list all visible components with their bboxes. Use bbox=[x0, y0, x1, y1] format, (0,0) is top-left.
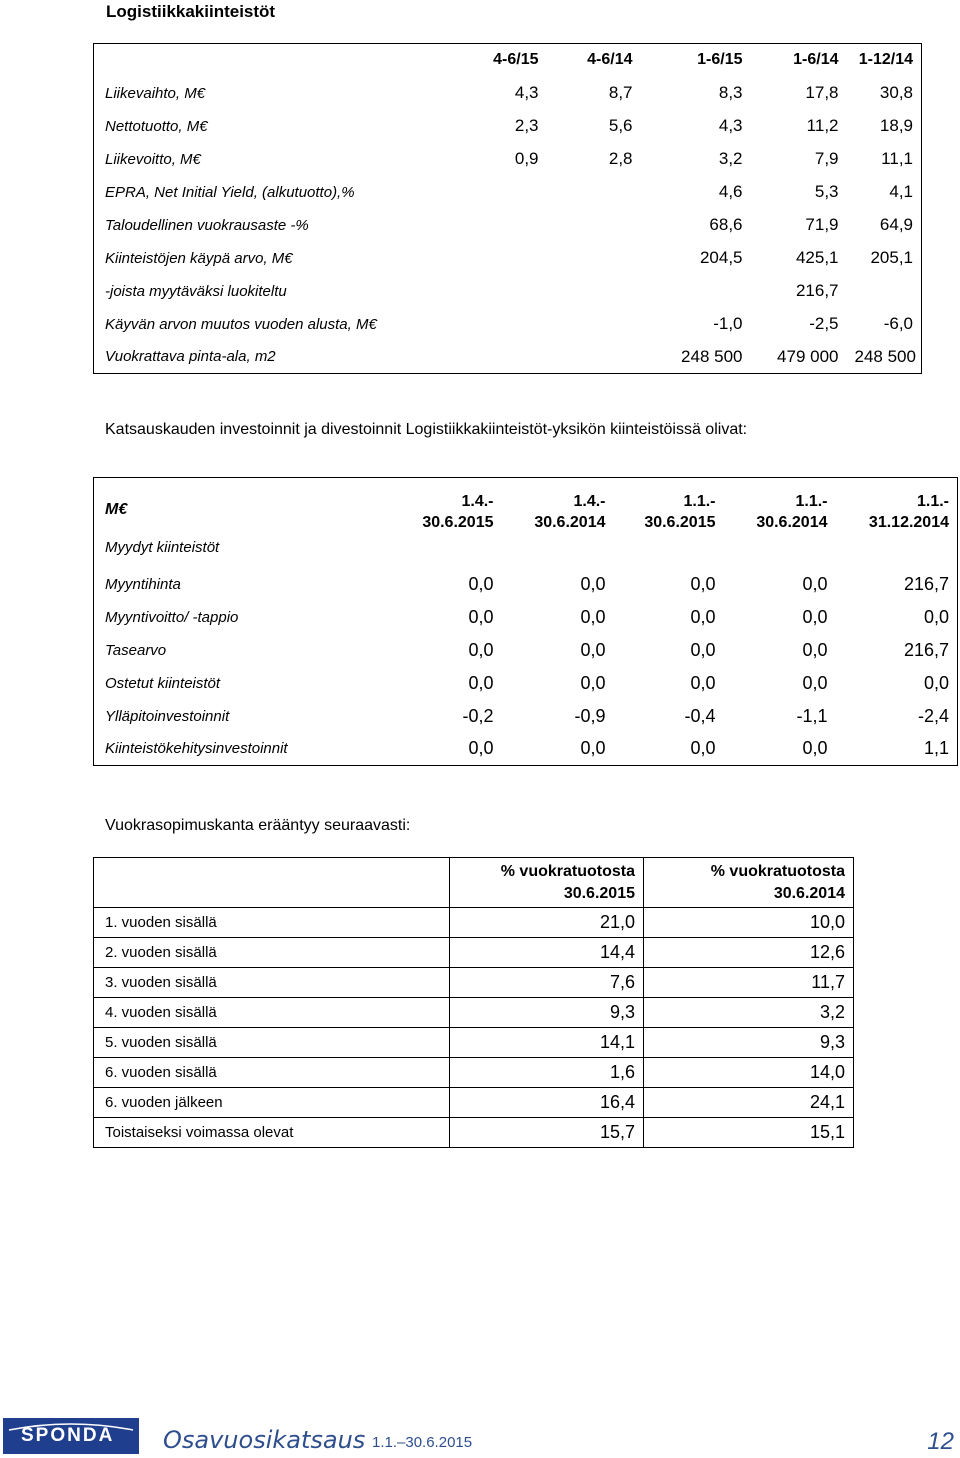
value-cell: 0,0 bbox=[690, 606, 716, 627]
row-label: -joista myytäväksi luokiteltu bbox=[105, 282, 287, 300]
value-cell: 0,0 bbox=[802, 606, 828, 627]
row-label: 5. vuoden sisällä bbox=[94, 1028, 450, 1058]
table-row bbox=[94, 908, 854, 938]
value-cell: -1,1 bbox=[796, 705, 828, 726]
value-cell bbox=[547, 341, 641, 374]
value-cell: 24,1 bbox=[644, 1088, 854, 1118]
sponda-logo bbox=[3, 1418, 139, 1454]
value-cell: 21,0 bbox=[450, 908, 644, 938]
value-cell: 0,0 bbox=[580, 639, 606, 660]
value-cell: 0,0 bbox=[468, 639, 494, 660]
row-label: Käyvän arvon muutos vuoden alusta, M€ bbox=[105, 315, 377, 333]
value-cell: 0,0 bbox=[468, 606, 494, 627]
header-empty-cell bbox=[94, 858, 450, 908]
value-cell: 68,6 bbox=[709, 215, 743, 234]
value-cell bbox=[547, 209, 641, 242]
value-cell: 0,0 bbox=[468, 738, 494, 759]
row-label: Tasearvo bbox=[105, 641, 167, 659]
value-cell: 3,2 bbox=[644, 998, 854, 1028]
value-cell: 0,0 bbox=[580, 672, 606, 693]
column-header: 1.1.- 30.6.2014 bbox=[756, 493, 828, 531]
report-title: Osavuosikatsaus bbox=[163, 1426, 366, 1454]
row-label: 4. vuoden sisällä bbox=[94, 998, 450, 1028]
column-header: 4-6/14 bbox=[587, 51, 633, 69]
table-header-row bbox=[94, 858, 854, 908]
row-label: Ostetut kiinteistöt bbox=[105, 674, 221, 692]
table-row bbox=[94, 667, 958, 700]
value-cell: 8,7 bbox=[608, 83, 633, 102]
unit-label: M€ bbox=[105, 501, 128, 518]
column-header: 1.4.- 30.6.2014 bbox=[534, 493, 606, 531]
table-header-row bbox=[94, 478, 958, 568]
value-cell: 3,2 bbox=[718, 149, 743, 168]
table-row bbox=[94, 242, 922, 275]
logo-text: SPONDA bbox=[21, 1425, 115, 1446]
row-label: Vuokrattava pinta-ala, m2 bbox=[105, 348, 276, 366]
column-header: 1.1.- 30.6.2015 bbox=[644, 493, 716, 531]
table-row bbox=[94, 700, 958, 733]
header-label-cell bbox=[94, 478, 394, 568]
value-cell: 0,0 bbox=[923, 606, 949, 627]
table-row bbox=[94, 110, 922, 143]
row-label: 1. vuoden sisällä bbox=[94, 908, 450, 938]
value-cell: 30,8 bbox=[879, 83, 913, 102]
value-cell: 4,3 bbox=[718, 116, 743, 135]
table-row bbox=[94, 308, 922, 341]
key-figures-table bbox=[93, 43, 922, 374]
table-row bbox=[94, 341, 922, 374]
row-label: Myyntihinta bbox=[105, 575, 181, 593]
value-cell: 7,6 bbox=[450, 968, 644, 998]
value-cell: 2,8 bbox=[608, 149, 633, 168]
value-cell bbox=[457, 275, 547, 308]
value-cell: 0,0 bbox=[580, 606, 606, 627]
value-cell: 205,1 bbox=[870, 248, 913, 267]
value-cell: 0,9 bbox=[514, 149, 539, 168]
column-header: 4-6/15 bbox=[493, 51, 539, 69]
value-cell: -1,0 bbox=[713, 314, 743, 333]
value-cell: 0,0 bbox=[923, 672, 949, 693]
value-cell: 4,1 bbox=[889, 182, 913, 201]
value-cell: 2,3 bbox=[514, 116, 539, 135]
value-cell: 9,3 bbox=[644, 1028, 854, 1058]
value-cell: 64,9 bbox=[879, 215, 913, 234]
value-cell bbox=[457, 209, 547, 242]
value-cell bbox=[547, 176, 641, 209]
value-cell: 7,9 bbox=[814, 149, 839, 168]
value-cell: 4,3 bbox=[514, 83, 539, 102]
value-cell: 11,2 bbox=[806, 116, 839, 135]
value-cell: 479 000 bbox=[777, 346, 839, 366]
value-cell bbox=[457, 176, 547, 209]
report-period: 1.1.–30.6.2015 bbox=[372, 1434, 473, 1451]
value-cell: 8,3 bbox=[718, 83, 743, 102]
value-cell: 16,4 bbox=[450, 1088, 644, 1118]
value-cell: 71,9 bbox=[805, 215, 839, 234]
table-row bbox=[94, 968, 854, 998]
value-cell: 425,1 bbox=[795, 248, 839, 267]
value-cell: 1,6 bbox=[450, 1058, 644, 1088]
table-row bbox=[94, 209, 922, 242]
investments-table bbox=[93, 477, 958, 766]
value-cell: 0,0 bbox=[580, 573, 606, 594]
column-header: % vuokratuotosta 30.6.2015 bbox=[450, 858, 644, 908]
value-cell bbox=[547, 275, 641, 308]
value-cell bbox=[847, 275, 922, 308]
row-label: Toistaiseksi voimassa olevat bbox=[94, 1118, 450, 1148]
value-cell: 0,0 bbox=[690, 573, 716, 594]
value-cell: 15,1 bbox=[644, 1118, 854, 1148]
row-label: Nettotuotto, M€ bbox=[105, 117, 208, 135]
sold-properties-label: Myydyt kiinteistöt bbox=[105, 539, 220, 556]
header-empty-cell bbox=[94, 44, 457, 77]
column-header: 1.4.- 30.6.2015 bbox=[422, 493, 494, 531]
table-row bbox=[94, 634, 958, 667]
value-cell: 9,3 bbox=[450, 998, 644, 1028]
row-label: Myyntivoitto/ -tappio bbox=[105, 608, 239, 626]
value-cell: 216,7 bbox=[903, 639, 949, 660]
lease-intro: Vuokrasopimuskanta erääntyy seuraavasti: bbox=[105, 817, 411, 834]
value-cell: 0,0 bbox=[802, 672, 828, 693]
column-header: 1-6/14 bbox=[793, 51, 839, 69]
value-cell: 11,1 bbox=[881, 149, 913, 168]
value-cell: 14,0 bbox=[644, 1058, 854, 1088]
value-cell: 14,1 bbox=[450, 1028, 644, 1058]
value-cell: 1,1 bbox=[923, 738, 949, 759]
value-cell: -6,0 bbox=[883, 314, 913, 333]
value-cell: 10,0 bbox=[644, 908, 854, 938]
value-cell: 14,4 bbox=[450, 938, 644, 968]
value-cell bbox=[547, 308, 641, 341]
table-row bbox=[94, 143, 922, 176]
value-cell: 216,7 bbox=[903, 573, 949, 594]
table-row bbox=[94, 601, 958, 634]
value-cell: 12,6 bbox=[644, 938, 854, 968]
table-row bbox=[94, 275, 922, 308]
value-cell: 11,7 bbox=[644, 968, 854, 998]
row-label: Liikevoitto, M€ bbox=[105, 150, 201, 168]
value-cell: -2,5 bbox=[809, 314, 839, 333]
table-header-row bbox=[94, 44, 922, 77]
value-cell: 216,7 bbox=[795, 281, 839, 300]
table-row bbox=[94, 938, 854, 968]
row-label: 2. vuoden sisällä bbox=[94, 938, 450, 968]
row-label: Taloudellinen vuokrausaste -% bbox=[105, 216, 309, 234]
value-cell: 0,0 bbox=[690, 738, 716, 759]
value-cell bbox=[547, 242, 641, 275]
value-cell: 0,0 bbox=[802, 639, 828, 660]
value-cell: 0,0 bbox=[690, 639, 716, 660]
value-cell: 0,0 bbox=[580, 738, 606, 759]
page-number: 12 bbox=[927, 1428, 954, 1455]
row-label: Ylläpitoinvestoinnit bbox=[105, 707, 230, 725]
value-cell: 18,9 bbox=[879, 116, 913, 135]
value-cell: -0,4 bbox=[684, 705, 716, 726]
table-row bbox=[94, 568, 958, 601]
column-header: 1.1.- 31.12.2014 bbox=[868, 493, 949, 531]
value-cell: 248 500 bbox=[681, 346, 743, 366]
row-label: EPRA, Net Initial Yield, (alkutuotto),% bbox=[105, 183, 355, 201]
row-label: Kiinteistökehitysinvestoinnit bbox=[105, 740, 288, 758]
table-row bbox=[94, 77, 922, 110]
row-label: Liikevaihto, M€ bbox=[105, 84, 206, 102]
table-row bbox=[94, 1118, 854, 1148]
value-cell: 0,0 bbox=[468, 573, 494, 594]
table-row bbox=[94, 1028, 854, 1058]
value-cell: -0,2 bbox=[462, 705, 494, 726]
table-row bbox=[94, 1088, 854, 1118]
value-cell: 0,0 bbox=[802, 573, 828, 594]
value-cell: 15,7 bbox=[450, 1118, 644, 1148]
value-cell: 4,6 bbox=[718, 182, 743, 201]
value-cell: 0,0 bbox=[802, 738, 828, 759]
value-cell: 248 500 bbox=[854, 346, 916, 366]
table-row bbox=[94, 998, 854, 1028]
section-title: Logistiikkakiinteistöt bbox=[106, 2, 276, 21]
column-header: % vuokratuotosta 30.6.2014 bbox=[644, 858, 854, 908]
value-cell: 0,0 bbox=[690, 672, 716, 693]
value-cell: 5,6 bbox=[608, 116, 633, 135]
value-cell: -0,9 bbox=[574, 705, 606, 726]
row-label: 3. vuoden sisällä bbox=[94, 968, 450, 998]
value-cell bbox=[457, 242, 547, 275]
column-header: 1-12/14 bbox=[858, 51, 913, 69]
lease-expiry-table bbox=[93, 857, 854, 1148]
value-cell: 5,3 bbox=[814, 182, 839, 201]
value-cell bbox=[641, 275, 751, 308]
value-cell bbox=[457, 341, 547, 374]
table-row bbox=[94, 1058, 854, 1088]
value-cell: 204,5 bbox=[699, 248, 743, 267]
row-label: 6. vuoden jälkeen bbox=[94, 1088, 450, 1118]
row-label: 6. vuoden sisällä bbox=[94, 1058, 450, 1088]
value-cell: -2,4 bbox=[917, 705, 949, 726]
value-cell: 0,0 bbox=[468, 672, 494, 693]
page-footer bbox=[0, 1414, 960, 1458]
value-cell: 17,8 bbox=[805, 83, 839, 102]
value-cell bbox=[457, 308, 547, 341]
investments-intro: Katsauskauden investoinnit ja divestoinnit Logistiikkakiinteistöt-yksikön kiinteistöissä olivat: bbox=[105, 421, 748, 438]
row-label: Kiinteistöjen käypä arvo, M€ bbox=[105, 249, 293, 267]
table-row bbox=[94, 733, 958, 766]
table-row bbox=[94, 176, 922, 209]
column-header: 1-6/15 bbox=[697, 51, 743, 69]
